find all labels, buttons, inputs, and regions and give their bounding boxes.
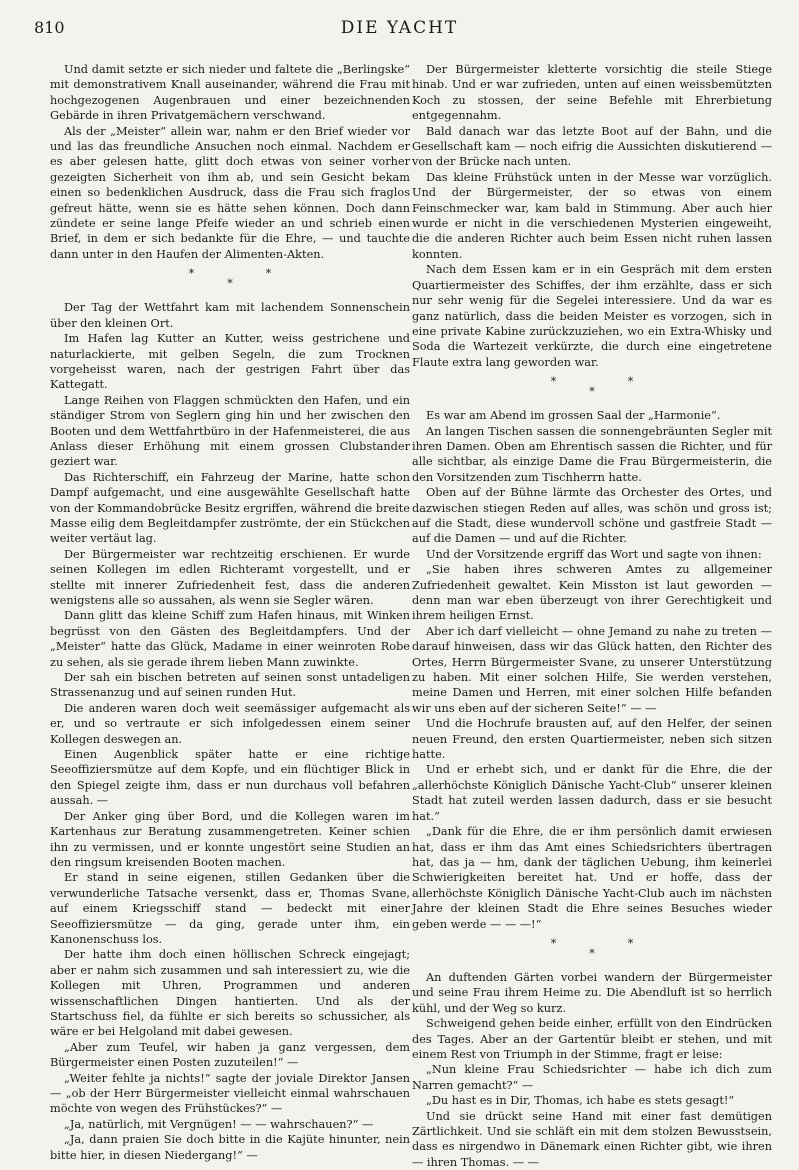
right-column bbox=[412, 62, 772, 1170]
section-divider: * * * bbox=[550, 936, 668, 960]
paragraph: Und er erhebt sich, und er dankt für die Ehre, die der „allerhöchste Königlich Dänische Yacht-Club“ unserer kleinen Stadt hat zuteil werden lassen dadurch, dass er sie besucht hat.“ bbox=[412, 763, 772, 823]
paragraph: Schweigend gehen beide einher, erfüllt von den Eindrücken des Tages. Aber an der Gartentür bleibt er stehen, und mit einem Rest von Triumph in der Stimme, fragt er leise: bbox=[412, 1017, 772, 1061]
paragraph: „Aber zum Teufel, wir haben ja ganz vergessen, dem Bürgermeister einen Posten zuzuteilen!“ — bbox=[50, 1040, 410, 1070]
paragraph: Einen Augenblick später hatte er eine richtige Seeoffiziersmütze auf dem Kopfe, und ein flüchtiger Blick in den Spiegel zeigte ihm, dass er nun durchaus voll befahren aussah. — bbox=[50, 748, 410, 808]
paragraph: Als der „Meister“ allein war, nahm er den Brief wieder vor und las das freundliche Ansuchen noch einmal. Nachdem er es aber gelesen hatte, glitt doch etwas von seiner vorher gezeigten Sicherheit von ihm ab, und sein Gesicht bekam einen so bedenklichen Ausdruck, dass die Frau sich fraglos gefreut hätte, wenn sie es hätte sehen können. Doch dann zündete er seine lange Pfeife wieder an und schrieb einen Brief, in dem er sich bedankte für die Ehre, — und tauchte dann unter in den Haufen der Alimenten-Akten. bbox=[50, 124, 410, 261]
paragraph: „Nun kleine Frau Schiedsrichter — habe ich dich zum Narren gemacht?“ — bbox=[412, 1063, 772, 1092]
page-header bbox=[34, 18, 765, 42]
paragraph: Der Anker ging über Bord, und die Kollegen waren im Kartenhaus zur Beratung zusammengetreten. Keiner schien ihn zu vermissen, und er konnte ungestört seine Studien an den ringsum kreisenden Booten machen. bbox=[50, 809, 410, 869]
paragraph: Es war am Abend im grossen Saal der „Harmonie“. bbox=[426, 409, 721, 423]
paragraph: Er stand in seine eigenen, stillen Gedanken über die verwunderliche Tatsache versenkt, dass er, Thomas Svane, auf einem Kriegsschiff stand — bedeckt mit einer Seeoffiziersmütze — da ging, gerade unter ihm, ein Kanonenschuss los. bbox=[50, 871, 410, 946]
running-title: DIE YACHT bbox=[340, 18, 459, 38]
paragraph: Der Bürgermeister war rechtzeitig erschienen. Er wurde seinen Kollegen im edlen Richteramt vorgestellt, und er stellte mit innerer Zufriedenheit fest, dass die anderen wenigstens alle so aussahen, als wenn sie Segler wären. bbox=[50, 547, 410, 607]
paragraph: An duftenden Gärten vorbei wandern der Bürgermeister und seine Frau ihrem Heime zu. Die Abendluft ist so herrlich kühl, und der Weg so kurz. bbox=[412, 970, 772, 1015]
paragraph: Oben auf der Bühne lärmte das Orchester des Ortes, und dazwischen stiegen Reden auf alles, was schön und gross ist; auf die Stadt, diese wundervoll schöne und gastfreie Stadt — auf die Damen — und auf die Richter. bbox=[412, 486, 772, 546]
paragraph: „Ja, natürlich, mit Vergnügen! — — wahrschauen?“ — bbox=[64, 1117, 374, 1131]
paragraph: Bald danach war das letzte Boot auf der Bahn, und die Gesellschaft kam — noch eifrig die Aussichten diskutierend — von der Brücke nach unten. bbox=[412, 124, 772, 169]
paragraph: Aber ich darf vielleicht — ohne Jemand zu nahe zu treten — darauf hinweisen, dass wir das Glück hatten, den Richter des Ortes, Herrn Bürgermeister Svane, zu unserer Unterstützung zu haben. Mit einer solchen Hilfe, Sie werden verstehen, meine Damen und Herren, mit einer solchen Hilfe befanden wir uns eben auf der sicheren Seite!“ — — bbox=[412, 624, 772, 715]
paragraph: „Weiter fehlte ja nichts!“ sagte der joviale Direktor Jansen — „ob der Herr Bürgermeister vielleicht einmal wahrschauen möchte von wegen des Frühstückes?“ — bbox=[50, 1071, 410, 1116]
paragraph: „Ja, dann praien Sie doch bitte in die Kajüte hinunter, nein bitte hier, in diesen Niedergang!“ — bbox=[50, 1133, 410, 1162]
paragraph: Der Tag der Wettfahrt kam mit lachendem Sonnenschein über den kleinen Ort. bbox=[50, 301, 410, 330]
paragraph: Dann glitt das kleine Schiff zum Hafen hinaus, mit Winken begrüsst von den Gästen des Begleitdampfers. Und der „Meister“ hatte das Glück, Madame in einer weinroten Robe zu sehen, als sie gerade ihrem lieben Mann zuwinkte. bbox=[50, 609, 410, 669]
paragraph: An langen Tischen sassen die sonnengebräunten Segler mit ihren Damen. Oben am Ehrentisch sassen die Richter, und für alle sichtbar, als einzige Dame die Frau Bürgermeisterin, die den Vorsitzenden zum Tischherrn hatte. bbox=[412, 424, 772, 484]
paragraph: „Dank für die Ehre, die er ihm persönlich damit erwiesen hat, dass er ihm das Amt eines Schiedsrichters übertragen hat, das ja — hm, dank der täglichen Uebung, ihm keinerlei Schwierigkeiten bereitet hat. Und er hoffe, dass der allerhöchste Königlich Dänische Yacht-Club auch im nächsten Jahre der kleinen Stadt die Ehre seines Besuches wieder geben werde — — —!“ bbox=[412, 825, 772, 931]
paragraph: Nach dem Essen kam er in ein Gespräch mit dem ersten Quartiermeister des Schiffes, der ihm erzählte, dass er sich nur sehr wenig für die Segelei interessiere. Und da war es ganz natürlich, dass die beiden Meister es vorzogen, sich in eine private Kabine zurückzuziehen, wo ein Extra-Whisky und Soda die Wartezeit verkürzte, die durch eine eingetretene Flaute extra lang geworden war. bbox=[412, 263, 772, 369]
paragraph: Und damit setzte er sich nieder und faltete die „Berlingske“ mit demonstrativem Knall auseinander, während die Frau mit hochgezogenen Augenbrauen und einer bezeichnenden Gebärde in ihren Privatgemächern verschwand. bbox=[50, 63, 410, 123]
paragraph: Die anderen waren doch weit seemässiger aufgemacht als er, und so vertraute er sich infolgedessen einem seiner Kollegen deswegen an. bbox=[50, 701, 410, 746]
paragraph: Und sie drückt seine Hand mit einer fast demütigen Zärtlichkeit. Und sie schläft ein mit dem stolzen Bewusstsein, dass es nirgendwo in Dänemark einen Richter gibt, wie ihren — ihren Thomas. — — bbox=[412, 1109, 772, 1169]
paragraph: Im Hafen lag Kutter an Kutter, weiss gestrichene und naturlackierte, mit gelben Segeln, die zum Trocknen vorgeheisst waren, nach der gestrigen Fahrt über das Kattegatt. bbox=[50, 332, 410, 392]
paragraph: Der sah ein bischen betreten auf seinen sonst untadeligen Strassenanzug und auf seinen runden Hut. bbox=[50, 671, 410, 700]
paragraph: Lange Reihen von Flaggen schmückten den Hafen, und ein ständiger Strom von Seglern ging hin und her zwischen den Booten und dem Wettfahrtbüro in der Hafenmeisterei, die aus Anlass dieser Erhöhung mit einem grossen Clubstander geziert war. bbox=[50, 393, 410, 469]
paragraph: „Du hast es in Dir, Thomas, ich habe es stets gesagt!“ bbox=[426, 1094, 735, 1108]
paragraph: „Sie haben ihres schweren Amtes zu allgemeiner Zufriedenheit gewaltet. Kein Misston ist laut geworden — denn man war eben überzeugt von ihrer Gerechtigkeit und ihrem heiligen Ernst. bbox=[412, 563, 772, 623]
paragraph: Und die Hochrufe brausten auf, auf den Helfer, der seinen neuen Freund, den ersten Quartiermeister, neben sich sitzen hatte. bbox=[412, 717, 772, 762]
paragraph: Der hatte ihm doch einen höllischen Schreck eingejagt; aber er nahm sich zusammen und sah interessiert zu, wie die Kollegen mit Uhren, Programmen und anderen wissenschaftlichen Dingen hantierten. Und als der Startschuss fiel, da fühlte er sich bereits so schussicher, als wäre er bei Helgoland mit dabei gewesen. bbox=[50, 948, 410, 1039]
section-divider: * * * bbox=[188, 267, 306, 291]
page-number: 810 bbox=[34, 18, 65, 37]
paragraph: Das Richterschiff, ein Fahrzeug der Marine, hatte schon Dampf aufgemacht, und eine ausgewählte Gesellschaft hatte von der Kommandobrücke Besitz ergriffen, während die breite Masse eilig dem Begleitdampfer zuströmte, der ein Stückchen weiter vertäut lag. bbox=[50, 470, 410, 546]
paragraph: Und der Vorsitzende ergriff das Wort und sagte von ihnen: bbox=[426, 547, 762, 561]
paragraph: Das kleine Frühstück unten in der Messe war vorzüglich. Und der Bürgermeister, der so etwas von einem Feinschmecker war, kam bald in Stimmung. Aber auch hier wurde er nicht in die verschiedenen Mysterien eingeweiht, die die anderen Richter auch beim Essen nicht ruhen lassen konnten. bbox=[412, 170, 772, 261]
section-divider: * * * bbox=[550, 375, 668, 399]
paragraph: Der Bürgermeister kletterte vorsichtig die steile Stiege hinab. Und er war zufrieden, unten auf einen weissbemützten Koch zu stossen, der seine Befehle mit Ehrerbietung entgegennahm. bbox=[412, 63, 772, 123]
left-column bbox=[50, 62, 410, 1163]
